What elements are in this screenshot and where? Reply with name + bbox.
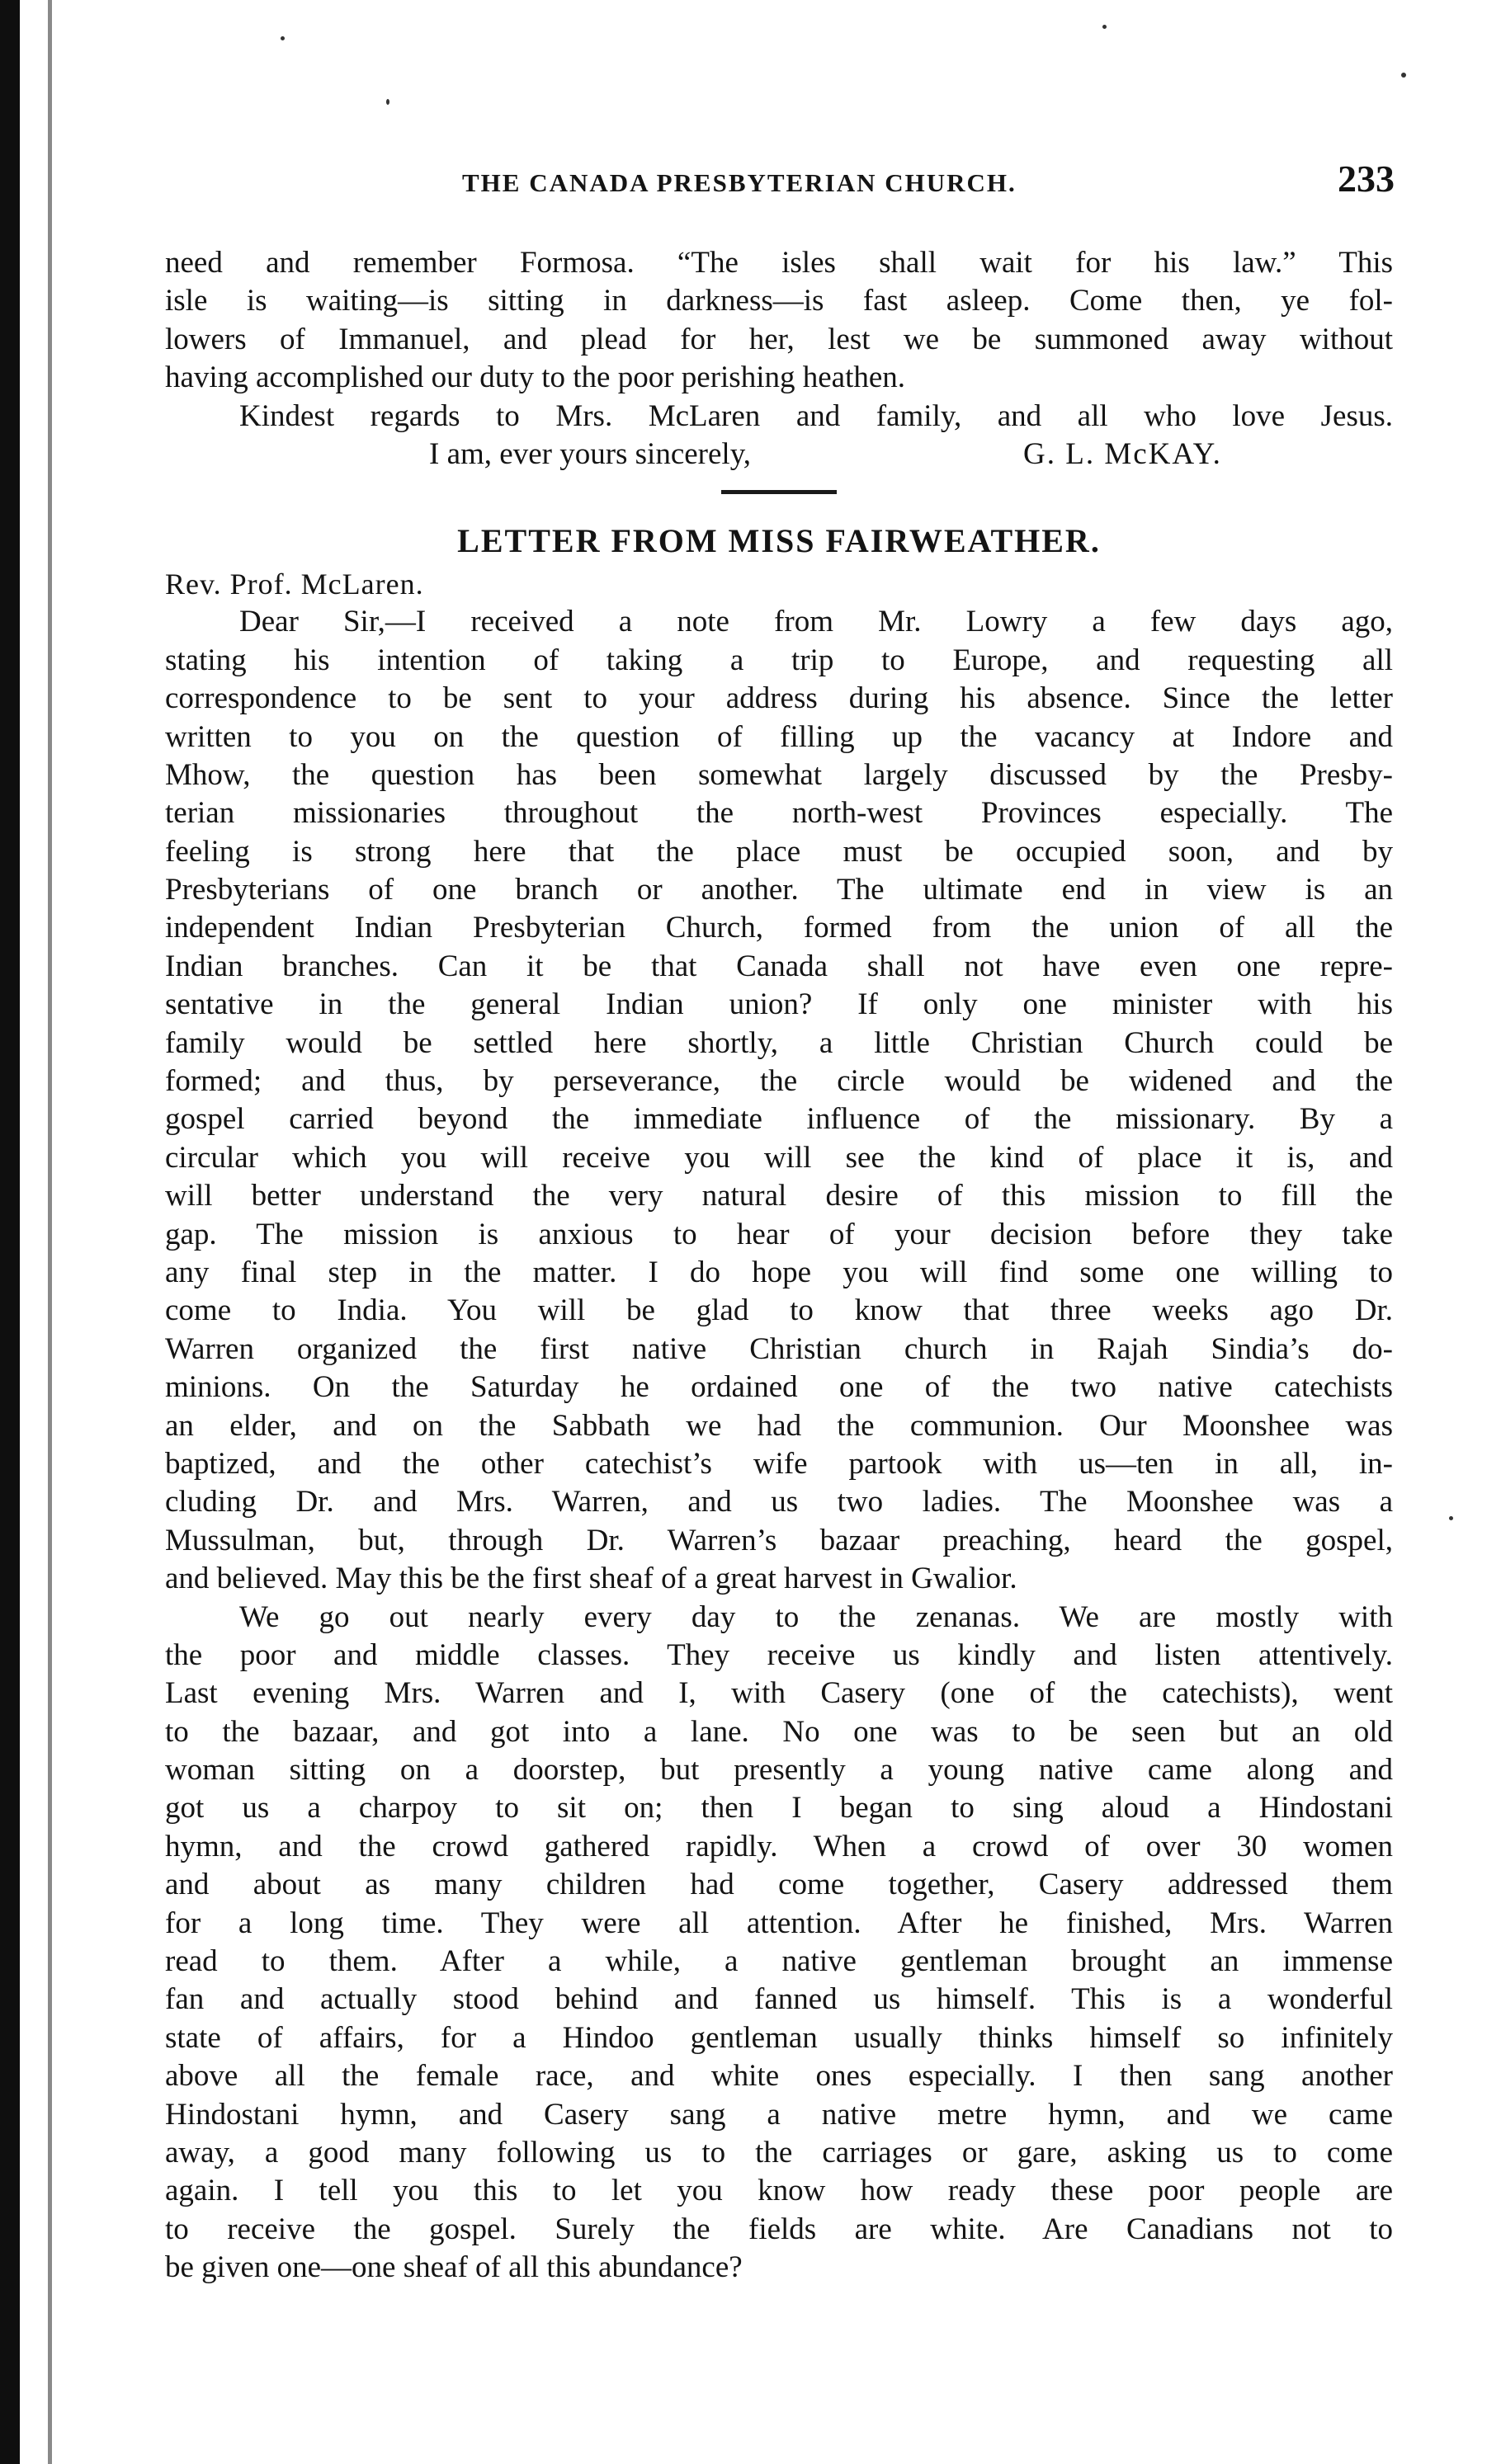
- text-line: read to them. After a while, a native gentleman brought an immense: [165, 1944, 1393, 1979]
- page-gutter-shadow: [48, 0, 52, 2464]
- print-speck: [1102, 25, 1107, 29]
- text-line: and believed. May this be the first sheaf of a great harvest in Gwalior.: [165, 1562, 1017, 1596]
- text-line: come to India. You will be glad to know that three weeks ago Dr.: [165, 1293, 1393, 1328]
- text-line: the poor and middle classes. They receive us kindly and listen attentively.: [165, 1637, 1393, 1672]
- text-line: and about as many children had come together, Casery addressed them: [165, 1868, 1393, 1902]
- text-line: to receive the gospel. Surely the fields are white. Are Canadians not to: [165, 2212, 1393, 2246]
- print-speck: [281, 36, 285, 40]
- text-line: written to you on the question of filling up the vacancy at Indore and: [165, 719, 1393, 754]
- text-line: terian missionaries throughout the north-west Provinces especially. The: [165, 796, 1393, 831]
- text-line: Last evening Mrs. Warren and I, with Casery (one of the catechists), went: [165, 1676, 1393, 1711]
- print-speck: [386, 99, 389, 105]
- text-line: feeling is strong here that the place must be occupied soon, and by: [165, 834, 1393, 869]
- text-line: to the bazaar, and got into a lane. No one was to be seen but an old: [165, 1714, 1393, 1749]
- page-binding-edge: [0, 0, 20, 2464]
- section-divider: [721, 490, 837, 494]
- text-line: baptized, and the other catechist’s wife partook with us—ten in all, in-: [165, 1446, 1393, 1481]
- text-line: lowers of Immanuel, and plead for her, lest we be summoned away without: [165, 322, 1393, 356]
- page-number: 233: [1338, 158, 1395, 200]
- text-line: above all the female race, and white ones especially. I then sang another: [165, 2059, 1393, 2094]
- letter-paragraph-2: [165, 1599, 1393, 2287]
- text-line: Presbyterians of one branch or another. The ultimate end in view is an: [165, 873, 1393, 907]
- text-line: Mhow, the question has been somewhat largely discussed by the Presby-: [165, 757, 1393, 792]
- text-line: formed; and thus, by perseverance, the circle would be widened and the: [165, 1064, 1393, 1099]
- text-line: for a long time. They were all attention. After he finished, Mrs. Warren: [165, 1906, 1393, 1940]
- print-speck: [1401, 73, 1406, 78]
- print-speck: [1449, 1516, 1453, 1520]
- text-line: independent Indian Presbyterian Church, formed from the union of all the: [165, 911, 1393, 945]
- text-line: Warren organized the first native Christian church in Rajah Sindia’s do-: [165, 1331, 1393, 1366]
- article-heading: LETTER FROM MISS FAIRWEATHER.: [457, 522, 1101, 560]
- text-line: isle is waiting—is sitting in darkness—is fast asleep. Come then, ye fol-: [165, 284, 1393, 318]
- text-line: woman sitting on a doorstep, but presently a young native came along and: [165, 1753, 1393, 1788]
- text-line: away, a good many following us to the carriages or gare, asking us to come: [165, 2135, 1393, 2170]
- text-line: Hindostani hymn, and Casery sang a native metre hymn, and we came: [165, 2097, 1393, 2132]
- text-line: any final step in the matter. I do hope you will find some one willing to: [165, 1255, 1393, 1289]
- text-line: minions. On the Saturday he ordained one of the two native catechists: [165, 1370, 1393, 1405]
- text-line: an elder, and on the Sabbath we had the communion. Our Moonshee was: [165, 1408, 1393, 1443]
- running-title: THE CANADA PRESBYTERIAN CHURCH.: [462, 168, 1017, 197]
- text-line: stating his intention of taking a trip to Europe, and requesting all: [165, 643, 1393, 677]
- text-line: fan and actually stood behind and fanned us himself. This is a wonderful: [165, 1982, 1393, 2017]
- text-line: gospel carried beyond the immediate influence of the missionary. By a: [165, 1102, 1393, 1137]
- text-line: need and remember Formosa. “The isles shall wait for his law.” This: [165, 246, 1393, 280]
- addressee-line: Rev. Prof. McLaren.: [165, 568, 424, 601]
- regards-line: Kindest regards to Mrs. McLaren and family, and all who love Jesus.: [239, 398, 1393, 433]
- signature: G. L. McKAY.: [1023, 436, 1222, 471]
- text-line: sentative in the general Indian union? If only one minister with his: [165, 987, 1393, 1022]
- text-line: state of affairs, for a Hindoo gentleman usually thinks himself so infinitely: [165, 2020, 1393, 2055]
- text-line: having accomplished our duty to the poor perishing heathen.: [165, 360, 906, 395]
- text-line: cluding Dr. and Mrs. Warren, and us two ladies. The Moonshee was a: [165, 1485, 1393, 1519]
- text-line: got us a charpoy to sit on; then I began to sing aloud a Hindostani: [165, 1791, 1393, 1826]
- letter-paragraph-1: [165, 603, 1393, 1598]
- text-line: gap. The mission is anxious to hear of your decision before they take: [165, 1217, 1393, 1251]
- signature-block: [165, 436, 1393, 473]
- text-line: Mussulman, but, through Dr. Warren’s bazaar preaching, heard the gospel,: [165, 1523, 1393, 1557]
- page-header: [165, 158, 1395, 219]
- text-line: Indian branches. Can it be that Canada shall not have even one repre-: [165, 949, 1393, 983]
- text-line: We go out nearly every day to the zenanas. We are mostly with: [239, 1599, 1393, 1634]
- closing-line: I am, ever yours sincerely,: [429, 436, 752, 471]
- text-column: [165, 244, 1393, 2287]
- text-line: hymn, and the crowd gathered rapidly. When a crowd of over 30 women: [165, 1829, 1393, 1863]
- text-line: correspondence to be sent to your address during his absence. Since the letter: [165, 681, 1393, 716]
- text-line: circular which you will receive you will see the kind of place it is, and: [165, 1140, 1393, 1175]
- text-line: be given one—one sheaf of all this abundance?: [165, 2250, 743, 2285]
- first-letter-ending: [165, 244, 1393, 473]
- text-line: will better understand the very natural desire of this mission to fill the: [165, 1179, 1393, 1213]
- text-line: Dear Sir,—I received a note from Mr. Lowry a few days ago,: [239, 605, 1393, 639]
- text-line: again. I tell you this to let you know how ready these poor people are: [165, 2174, 1393, 2208]
- text-line: family would be settled here shortly, a little Christian Church could be: [165, 1025, 1393, 1060]
